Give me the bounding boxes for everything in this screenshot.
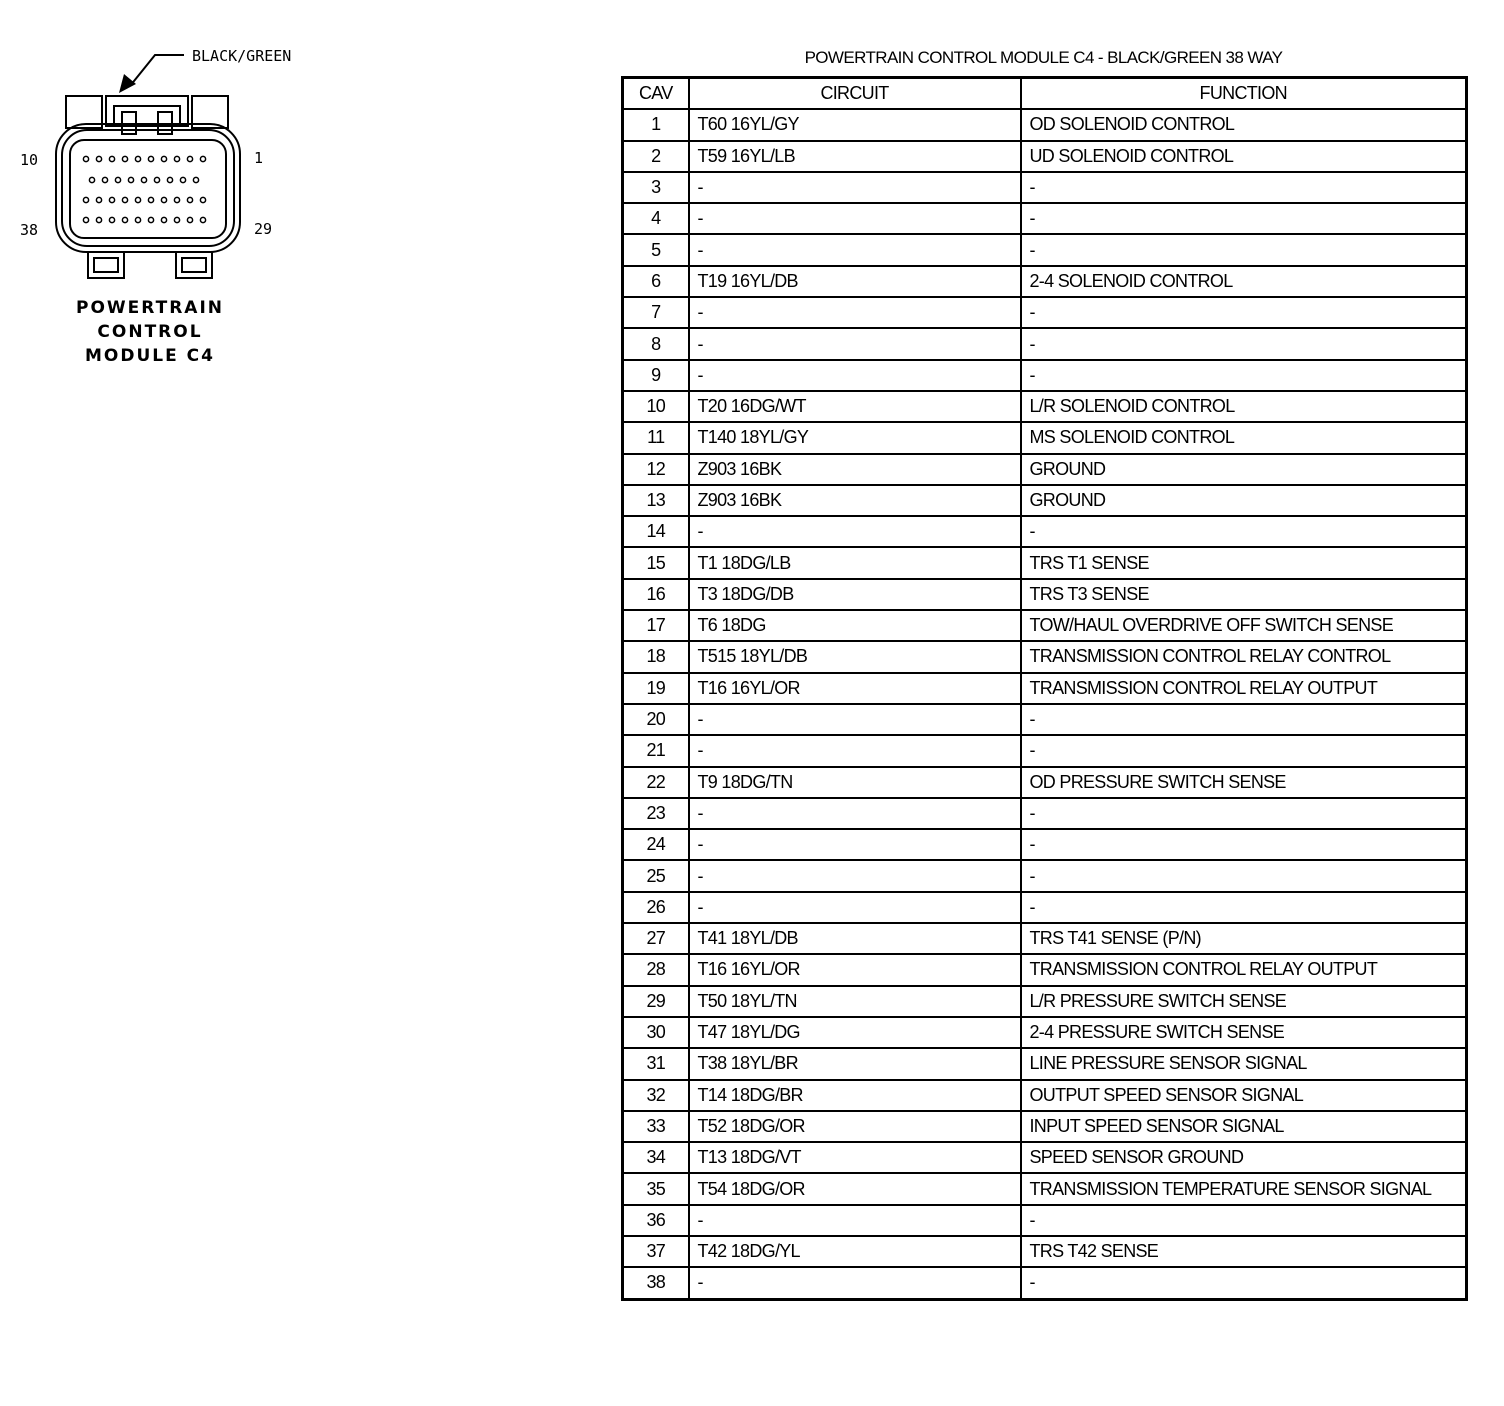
cell-cav: 1: [623, 109, 689, 140]
cell-cav: 17: [623, 610, 689, 641]
pin-cavity: [135, 156, 140, 161]
pin-cavity: [200, 197, 205, 202]
header-cav: CAV: [623, 78, 689, 110]
cell-cav: 31: [623, 1048, 689, 1079]
cell-function: OD PRESSURE SWITCH SENSE: [1021, 767, 1467, 798]
cell-circuit: -: [689, 234, 1021, 265]
pin-cavity: [161, 156, 166, 161]
table-row: [623, 328, 1467, 359]
cell-circuit: -: [689, 829, 1021, 860]
pin-label-1: 1: [254, 149, 264, 167]
cell-function: TRANSMISSION TEMPERATURE SENSOR SIGNAL: [1021, 1173, 1467, 1204]
table-row: [623, 454, 1467, 485]
cell-cav: 22: [623, 767, 689, 798]
cell-function: TRS T3 SENSE: [1021, 579, 1467, 610]
cell-function: -: [1021, 297, 1467, 328]
table-row: [623, 798, 1467, 829]
cell-cav: 21: [623, 735, 689, 766]
cell-circuit: -: [689, 297, 1021, 328]
pinout-table: [621, 76, 1468, 1301]
table-row: [623, 266, 1467, 297]
table-row: [623, 1205, 1467, 1236]
pin-cavity: [187, 217, 192, 222]
pin-cavity: [154, 177, 159, 182]
cell-function: -: [1021, 516, 1467, 547]
cell-cav: 33: [623, 1111, 689, 1142]
pin-cavity: [167, 177, 172, 182]
cell-function: TRS T41 SENSE (P/N): [1021, 923, 1467, 954]
pin-cavity: [83, 217, 88, 222]
module-name-line-1: POWERTRAIN: [76, 298, 224, 318]
table-row: [623, 203, 1467, 234]
cell-function: -: [1021, 735, 1467, 766]
cell-function: 2-4 SOLENOID CONTROL: [1021, 266, 1467, 297]
cell-circuit: -: [689, 704, 1021, 735]
pin-cavity: [174, 156, 179, 161]
cell-cav: 24: [623, 829, 689, 860]
table-row: [623, 1080, 1467, 1111]
cell-cav: 7: [623, 297, 689, 328]
cell-function: GROUND: [1021, 485, 1467, 516]
cell-circuit: T16 16YL/OR: [689, 954, 1021, 985]
table-row: [623, 1267, 1467, 1299]
table-row: [623, 986, 1467, 1017]
cell-cav: 27: [623, 923, 689, 954]
pin-cavity: [135, 217, 140, 222]
connector-color-label: BLACK/GREEN: [192, 47, 292, 65]
cell-circuit: -: [689, 516, 1021, 547]
cell-cav: 3: [623, 172, 689, 203]
pin-cavity: [200, 156, 205, 161]
pin-cavity: [161, 217, 166, 222]
cell-function: L/R SOLENOID CONTROL: [1021, 391, 1467, 422]
table-row: [623, 673, 1467, 704]
cell-circuit: T50 18YL/TN: [689, 986, 1021, 1017]
pin-label-38: 38: [20, 221, 39, 239]
cell-cav: 6: [623, 266, 689, 297]
cell-circuit: T59 16YL/LB: [689, 141, 1021, 172]
pin-cavity: [148, 217, 153, 222]
pin-cavity: [96, 156, 101, 161]
cell-cav: 18: [623, 641, 689, 672]
table-row: [623, 610, 1467, 641]
cell-function: -: [1021, 203, 1467, 234]
pin-cavity: [187, 156, 192, 161]
pin-label-10: 10: [20, 151, 39, 169]
cell-circuit: -: [689, 172, 1021, 203]
table-title: POWERTRAIN CONTROL MODULE C4 - BLACK/GREEN 38 WAY: [804, 48, 1283, 67]
table-header-row: [623, 78, 1467, 110]
table-row: [623, 641, 1467, 672]
pin-cavity: [141, 177, 146, 182]
cell-function: SPEED SENSOR GROUND: [1021, 1142, 1467, 1173]
table-row: [623, 422, 1467, 453]
cell-circuit: T515 18YL/DB: [689, 641, 1021, 672]
pin-grid: [83, 156, 205, 222]
cell-function: -: [1021, 360, 1467, 391]
table-row: [623, 860, 1467, 891]
table-row: [623, 954, 1467, 985]
table-row: [623, 1236, 1467, 1267]
pin-cavity: [174, 197, 179, 202]
pin-label-29: 29: [254, 220, 273, 238]
table-row: [623, 1173, 1467, 1204]
cell-function: UD SOLENOID CONTROL: [1021, 141, 1467, 172]
pin-cavity: [109, 217, 114, 222]
pinout-table-body: [623, 109, 1467, 1299]
cell-function: -: [1021, 172, 1467, 203]
pin-cavity: [109, 156, 114, 161]
connector-housing-mid: [62, 130, 234, 246]
cell-circuit: T3 18DG/DB: [689, 579, 1021, 610]
cell-function: OUTPUT SPEED SENSOR SIGNAL: [1021, 1080, 1467, 1111]
cell-circuit: -: [689, 360, 1021, 391]
table-row: [623, 485, 1467, 516]
table-row: [623, 829, 1467, 860]
cell-cav: 38: [623, 1267, 689, 1299]
cell-cav: 23: [623, 798, 689, 829]
pin-cavity: [96, 217, 101, 222]
cell-function: -: [1021, 234, 1467, 265]
table-row: [623, 109, 1467, 140]
pin-cavity: [193, 177, 198, 182]
connector-diagram: [0, 0, 320, 290]
cell-circuit: T41 18YL/DB: [689, 923, 1021, 954]
table-row: [623, 1017, 1467, 1048]
cell-cav: 12: [623, 454, 689, 485]
table-row: [623, 547, 1467, 578]
cell-circuit: T54 18DG/OR: [689, 1173, 1021, 1204]
cell-circuit: -: [689, 328, 1021, 359]
pin-cavity: [122, 156, 127, 161]
cell-circuit: Z903 16BK: [689, 454, 1021, 485]
cell-circuit: T38 18YL/BR: [689, 1048, 1021, 1079]
cell-cav: 4: [623, 203, 689, 234]
module-name-line-3: MODULE C4: [85, 346, 215, 366]
cell-circuit: T20 16DG/WT: [689, 391, 1021, 422]
cell-circuit: T14 18DG/BR: [689, 1080, 1021, 1111]
cell-function: TRANSMISSION CONTROL RELAY OUTPUT: [1021, 673, 1467, 704]
pin-cavity: [83, 156, 88, 161]
cell-function: INPUT SPEED SENSOR SIGNAL: [1021, 1111, 1467, 1142]
connector-housing-outer: [56, 124, 240, 252]
table-row: [623, 923, 1467, 954]
table-row: [623, 1048, 1467, 1079]
cell-cav: 14: [623, 516, 689, 547]
cell-cav: 26: [623, 892, 689, 923]
center-lock-housing: [106, 96, 188, 126]
table-row: [623, 579, 1467, 610]
cell-cav: 16: [623, 579, 689, 610]
cell-cav: 8: [623, 328, 689, 359]
cell-function: TRS T1 SENSE: [1021, 547, 1467, 578]
cell-cav: 25: [623, 860, 689, 891]
cell-cav: 9: [623, 360, 689, 391]
cell-function: 2-4 PRESSURE SWITCH SENSE: [1021, 1017, 1467, 1048]
table-row: [623, 1111, 1467, 1142]
cell-function: -: [1021, 1267, 1467, 1299]
cell-function: -: [1021, 892, 1467, 923]
cell-circuit: -: [689, 1205, 1021, 1236]
cell-function: -: [1021, 1205, 1467, 1236]
cell-circuit: T13 18DG/VT: [689, 1142, 1021, 1173]
table-row: [623, 735, 1467, 766]
pin-cavity: [200, 217, 205, 222]
left-foot-slot: [94, 258, 118, 272]
cell-circuit: T60 16YL/GY: [689, 109, 1021, 140]
cell-function: -: [1021, 704, 1467, 735]
cell-circuit: -: [689, 798, 1021, 829]
cell-cav: 37: [623, 1236, 689, 1267]
cell-cav: 20: [623, 704, 689, 735]
cell-circuit: -: [689, 860, 1021, 891]
cell-circuit: T52 18DG/OR: [689, 1111, 1021, 1142]
pin-cavity: [180, 177, 185, 182]
pin-cavity: [135, 197, 140, 202]
cell-cav: 30: [623, 1017, 689, 1048]
cell-cav: 35: [623, 1173, 689, 1204]
cell-function: L/R PRESSURE SWITCH SENSE: [1021, 986, 1467, 1017]
pin-cavity: [115, 177, 120, 182]
pin-cavity: [96, 197, 101, 202]
callout-leader-line: [130, 55, 184, 86]
header-circuit: CIRCUIT: [689, 78, 1021, 110]
cell-circuit: T140 18YL/GY: [689, 422, 1021, 453]
cell-cav: 19: [623, 673, 689, 704]
cell-cav: 32: [623, 1080, 689, 1111]
cell-circuit: -: [689, 1267, 1021, 1299]
table-row: [623, 297, 1467, 328]
cell-cav: 5: [623, 234, 689, 265]
table-row: [623, 391, 1467, 422]
table-row: [623, 892, 1467, 923]
cell-circuit: T16 16YL/OR: [689, 673, 1021, 704]
cell-circuit: Z903 16BK: [689, 485, 1021, 516]
pin-cavity: [89, 177, 94, 182]
cell-function: TRANSMISSION CONTROL RELAY OUTPUT: [1021, 954, 1467, 985]
cell-function: LINE PRESSURE SENSOR SIGNAL: [1021, 1048, 1467, 1079]
table-row: [623, 141, 1467, 172]
cell-cav: 29: [623, 986, 689, 1017]
pin-cavity: [122, 197, 127, 202]
table-row: [623, 234, 1467, 265]
cell-function: TRANSMISSION CONTROL RELAY CONTROL: [1021, 641, 1467, 672]
cell-circuit: T47 18YL/DG: [689, 1017, 1021, 1048]
cell-cav: 13: [623, 485, 689, 516]
cell-cav: 11: [623, 422, 689, 453]
cell-function: MS SOLENOID CONTROL: [1021, 422, 1467, 453]
cell-function: TOW/HAUL OVERDRIVE OFF SWITCH SENSE: [1021, 610, 1467, 641]
pin-cavity: [128, 177, 133, 182]
cell-circuit: -: [689, 735, 1021, 766]
table-row: [623, 1142, 1467, 1173]
cell-function: -: [1021, 798, 1467, 829]
table-row: [623, 704, 1467, 735]
table-row: [623, 360, 1467, 391]
table-row: [623, 172, 1467, 203]
cell-function: -: [1021, 328, 1467, 359]
right-foot-slot: [182, 258, 206, 272]
pin-cavity: [161, 197, 166, 202]
cell-function: GROUND: [1021, 454, 1467, 485]
cell-circuit: -: [689, 203, 1021, 234]
table-row: [623, 516, 1467, 547]
header-function: FUNCTION: [1021, 78, 1467, 110]
pin-cavity: [83, 197, 88, 202]
pin-cavity: [187, 197, 192, 202]
cell-cav: 2: [623, 141, 689, 172]
table-row: [623, 767, 1467, 798]
cell-function: TRS T42 SENSE: [1021, 1236, 1467, 1267]
pin-cavity: [109, 197, 114, 202]
pin-cavity: [102, 177, 107, 182]
cell-cav: 10: [623, 391, 689, 422]
cell-circuit: T19 16YL/DB: [689, 266, 1021, 297]
cell-function: -: [1021, 829, 1467, 860]
cell-cav: 15: [623, 547, 689, 578]
cell-function: OD SOLENOID CONTROL: [1021, 109, 1467, 140]
pin-cavity: [122, 217, 127, 222]
cell-circuit: T9 18DG/TN: [689, 767, 1021, 798]
cell-cav: 34: [623, 1142, 689, 1173]
pin-cavity: [148, 197, 153, 202]
cell-function: -: [1021, 860, 1467, 891]
cell-circuit: -: [689, 892, 1021, 923]
module-name-line-2: CONTROL: [97, 322, 203, 342]
cell-cav: 28: [623, 954, 689, 985]
callout-arrow-icon: [119, 74, 136, 93]
cell-cav: 36: [623, 1205, 689, 1236]
pin-cavity: [148, 156, 153, 161]
cell-circuit: T1 18DG/LB: [689, 547, 1021, 578]
cell-circuit: T42 18DG/YL: [689, 1236, 1021, 1267]
pin-cavity: [174, 217, 179, 222]
cell-circuit: T6 18DG: [689, 610, 1021, 641]
module-name: [60, 296, 240, 368]
